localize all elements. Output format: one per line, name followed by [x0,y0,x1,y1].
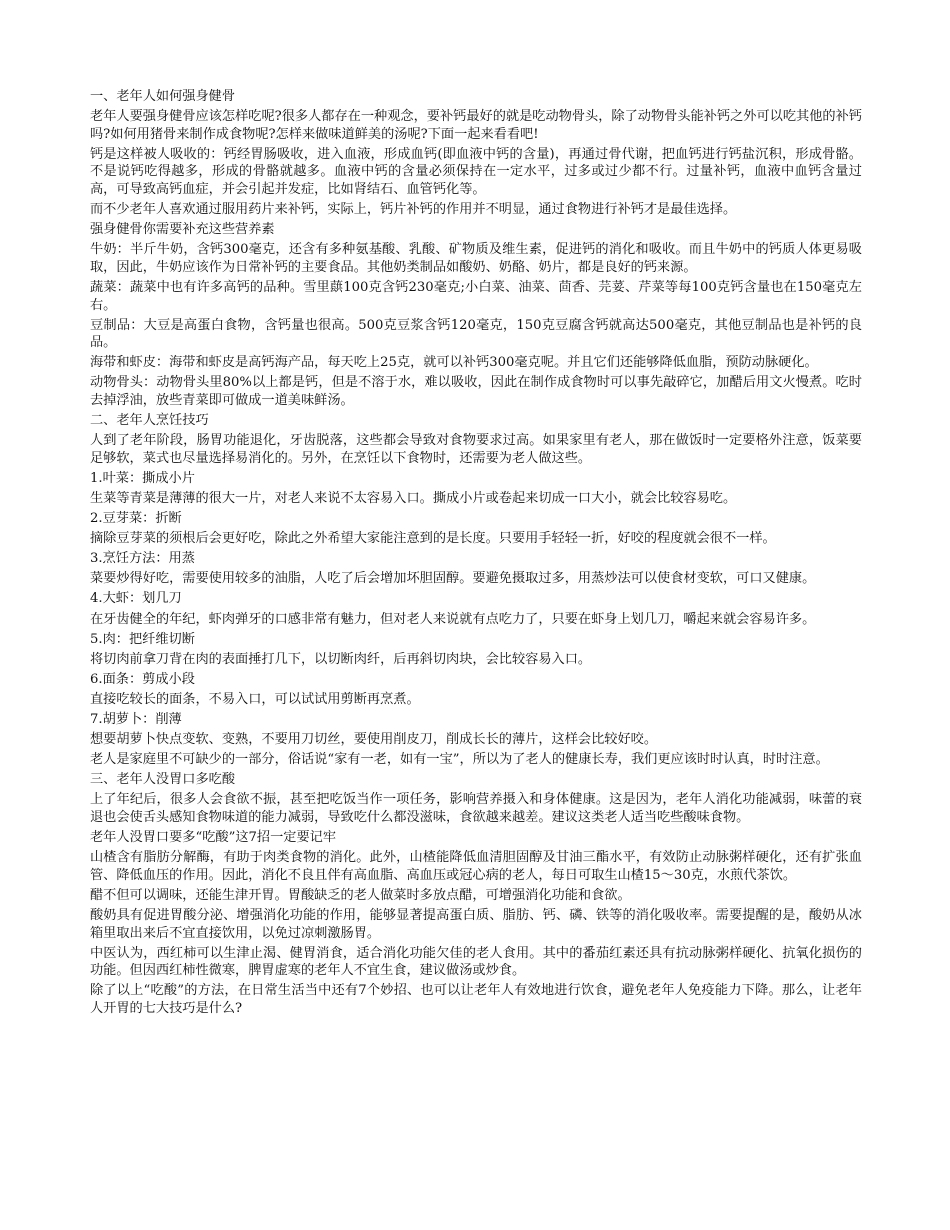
tip-heading-4: 4.大虾：划几刀 [90,591,182,607]
tip-heading-1: 1.叶菜：撕成小片 [90,470,195,486]
paragraph: 钙是这样被人吸收的：钙经胃肠吸收，进入血液，形成血钙(即血液中钙的含量)，再通过骨代谢，把血钙进行钙盐沉积，形成骨骼。不是说钙吃得越多，形成的骨骼就越多。血液中钙的含量必须保持在一定水平，过多或过少都不行。过量补钙，血液中血钙含量过高，可导致高钙血症，并会引起并发症，比如肾结石、血管钙化等。 [90,146,862,197]
tip-text-2: 摘除豆芽菜的须根后会更好吃，除此之外希望大家能注意到的是长度。只要用手轻轻一折，好咬的程度就会很不一样。 [90,531,776,547]
tip-text-4: 在牙齿健全的年纪，虾肉弹牙的口感非常有魅力，但对老人来说就有点吃力了，只要在虾身上划几刀，嚼起来就会容易许多。 [90,611,816,627]
paragraph: 上了年纪后，很多人会食欲不振，甚至把吃饭当作一项任务，影响营养摄入和身体健康。这是因为，老年人消化功能减弱，味蕾的衰退也会使舌头感知食物味道的能力减弱，导致吃什么都没滋味，食欲越来越差。建议这类老人适当吃些酸味食物。 [90,792,862,825]
tip-text-5: 将切肉前拿刀背在肉的表面捶打几下，以切断肉纤，后再斜切肉块，会比较容易入口。 [90,651,592,667]
paragraph: 而不少老年人喜欢通过服用药片来补钙，实际上，钙片补钙的作用并不明显，通过食物进行补钙才是最佳选择。 [90,202,737,218]
section-heading-1: 一、老年人如何强身健骨 [90,89,236,104]
tip-heading-3: 3.烹饪方法：用蒸 [90,551,195,567]
document-body [90,88,862,1020]
paragraph-yogurt: 酸奶具有促进胃酸分泌、增强消化功能的作用，能够显著提高蛋白质、脂肪、钙、磷、铁等的消化吸收率。需要提醒的是，酸奶从冰箱里取出来后不宜直接饮用，以免过凉刺激肠胃。 [90,907,862,941]
paragraph-closing: 除了以上“吃酸”的方法，在日常生活当中还有7个妙招、也可以让老年人有效地进行饮食，避免老年人免疫能力下降。那么，让老年人开胃的七大技巧是什么? [90,983,862,1016]
subheading-nutrients: 强身健骨你需要补充这些营养素 [90,222,275,238]
paragraph-tomato: 中医认为，西红柿可以生津止渴、健胃消食，适合消化功能欠佳的老人食用。其中的番茄红素还具有抗动脉粥样硬化、抗氧化损伤的功能。但因西红柿性微寒，脾胃虚寒的老年人不宜生食，建议做汤或炒食。 [90,945,862,979]
tip-heading-2: 2.豆芽菜：折断 [90,511,182,527]
section-heading-3: 三、老年人没胃口多吃酸 [90,772,236,788]
paragraph: 人到了老年阶段，肠胃功能退化，牙齿脱落，这些都会导致对食物要求过高。如果家里有老人，那在做饭时一定要格外注意，饭菜要足够软，菜式也尽量选择易消化的。另外，在烹饪以下食物时，还需要为老人做这些。 [90,433,862,466]
paragraph: 老人是家庭里不可缺少的一部分，俗话说“家有一老，如有一宝”，所以为了老人的健康长寿，我们更应该时时认真，时时注意。 [90,752,829,768]
paragraph-vegetables: 蔬菜：蔬菜中也有许多高钙的品种。雪里蕻100克含钙230毫克;小白菜、油菜、茴香、芫荽、芹菜等每100克钙含量也在150毫克左右。 [90,279,862,313]
intro-paragraph: 老年人要强身健骨应该怎样吃呢?很多人都存在一种观念，要补钙最好的就是吃动物骨头，除了动物骨头能补钙之外可以吃其他的补钙吗?如何用猪骨来制作成食物呢?怎样来做味道鲜美的汤呢?下面一起来看看吧! [90,109,862,142]
paragraph-milk: 牛奶：半斤牛奶，含钙300毫克，还含有多种氨基酸、乳酸、矿物质及维生素，促进钙的消化和吸收。而且牛奶中的钙质人体更易吸取，因此，牛奶应该作为日常补钙的主要食品。其他奶类制品如酸奶、奶酪、奶片，都是良好的钙来源。 [90,242,862,275]
paragraph-hawthorn: 山楂含有脂肪分解酶，有助于肉类食物的消化。此外，山楂能降低血清胆固醇及甘油三酯水平，有效防止动脉粥样硬化，还有扩张血管、降低血压的作用。因此，消化不良且伴有高血脂、高血压或冠心病的老人，每日可取生山楂15～30克，水煎代茶饮。 [90,850,862,883]
tip-text-1: 生菜等青菜是薄薄的很大一片，对老人来说不太容易入口。撕成小片或卷起来切成一口大小，就会比较容易吃。 [90,490,737,506]
section-heading-2: 二、老年人烹饪技巧 [90,413,209,429]
tip-text-6: 直接吃较长的面条，不易入口，可以试试用剪断再烹煮。 [90,691,420,707]
subheading-sour: 老年人没胃口要多“吃酸”这7招一定要记牢 [90,830,337,846]
tip-heading-5: 5.肉：把纤维切断 [90,631,195,647]
tip-text-3: 菜要炒得好吃，需要使用较多的油脂，人吃了后会增加坏胆固醇。要避免摄取过多，用蒸炒法可以使食材变软，可口又健康。 [90,571,816,587]
tip-heading-6: 6.面条：剪成小段 [90,671,195,687]
paragraph-vinegar: 醋不但可以调味，还能生津开胃。胃酸缺乏的老人做菜时多放点醋，可增强消化功能和食欲。 [90,887,631,903]
paragraph-kelp-shrimp: 海带和虾皮：海带和虾皮是高钙海产品，每天吃上25克，就可以补钙300毫克呢。并且它们还能够降低血脂，预防动脉硬化。 [90,355,818,371]
paragraph-soy: 豆制品：大豆是高蛋白食物，含钙量也很高。500克豆浆含钙120毫克，150克豆腐含钙就高达500毫克，其他豆制品也是补钙的良品。 [90,317,862,351]
tip-text-7: 想要胡萝卜快点变软、变熟，不要用刀切丝，要使用削皮刀，削成长长的薄片，这样会比较好咬。 [90,732,658,748]
paragraph-bones: 动物骨头：动物骨头里80%以上都是钙，但是不溶于水，难以吸收，因此在制作成食物时可以事先敲碎它，加醋后用文火慢煮。吃时去掉浮油，放些青菜即可做成一道美味鲜汤。 [90,375,862,408]
tip-heading-7: 7.胡萝卜：削薄 [90,712,182,727]
